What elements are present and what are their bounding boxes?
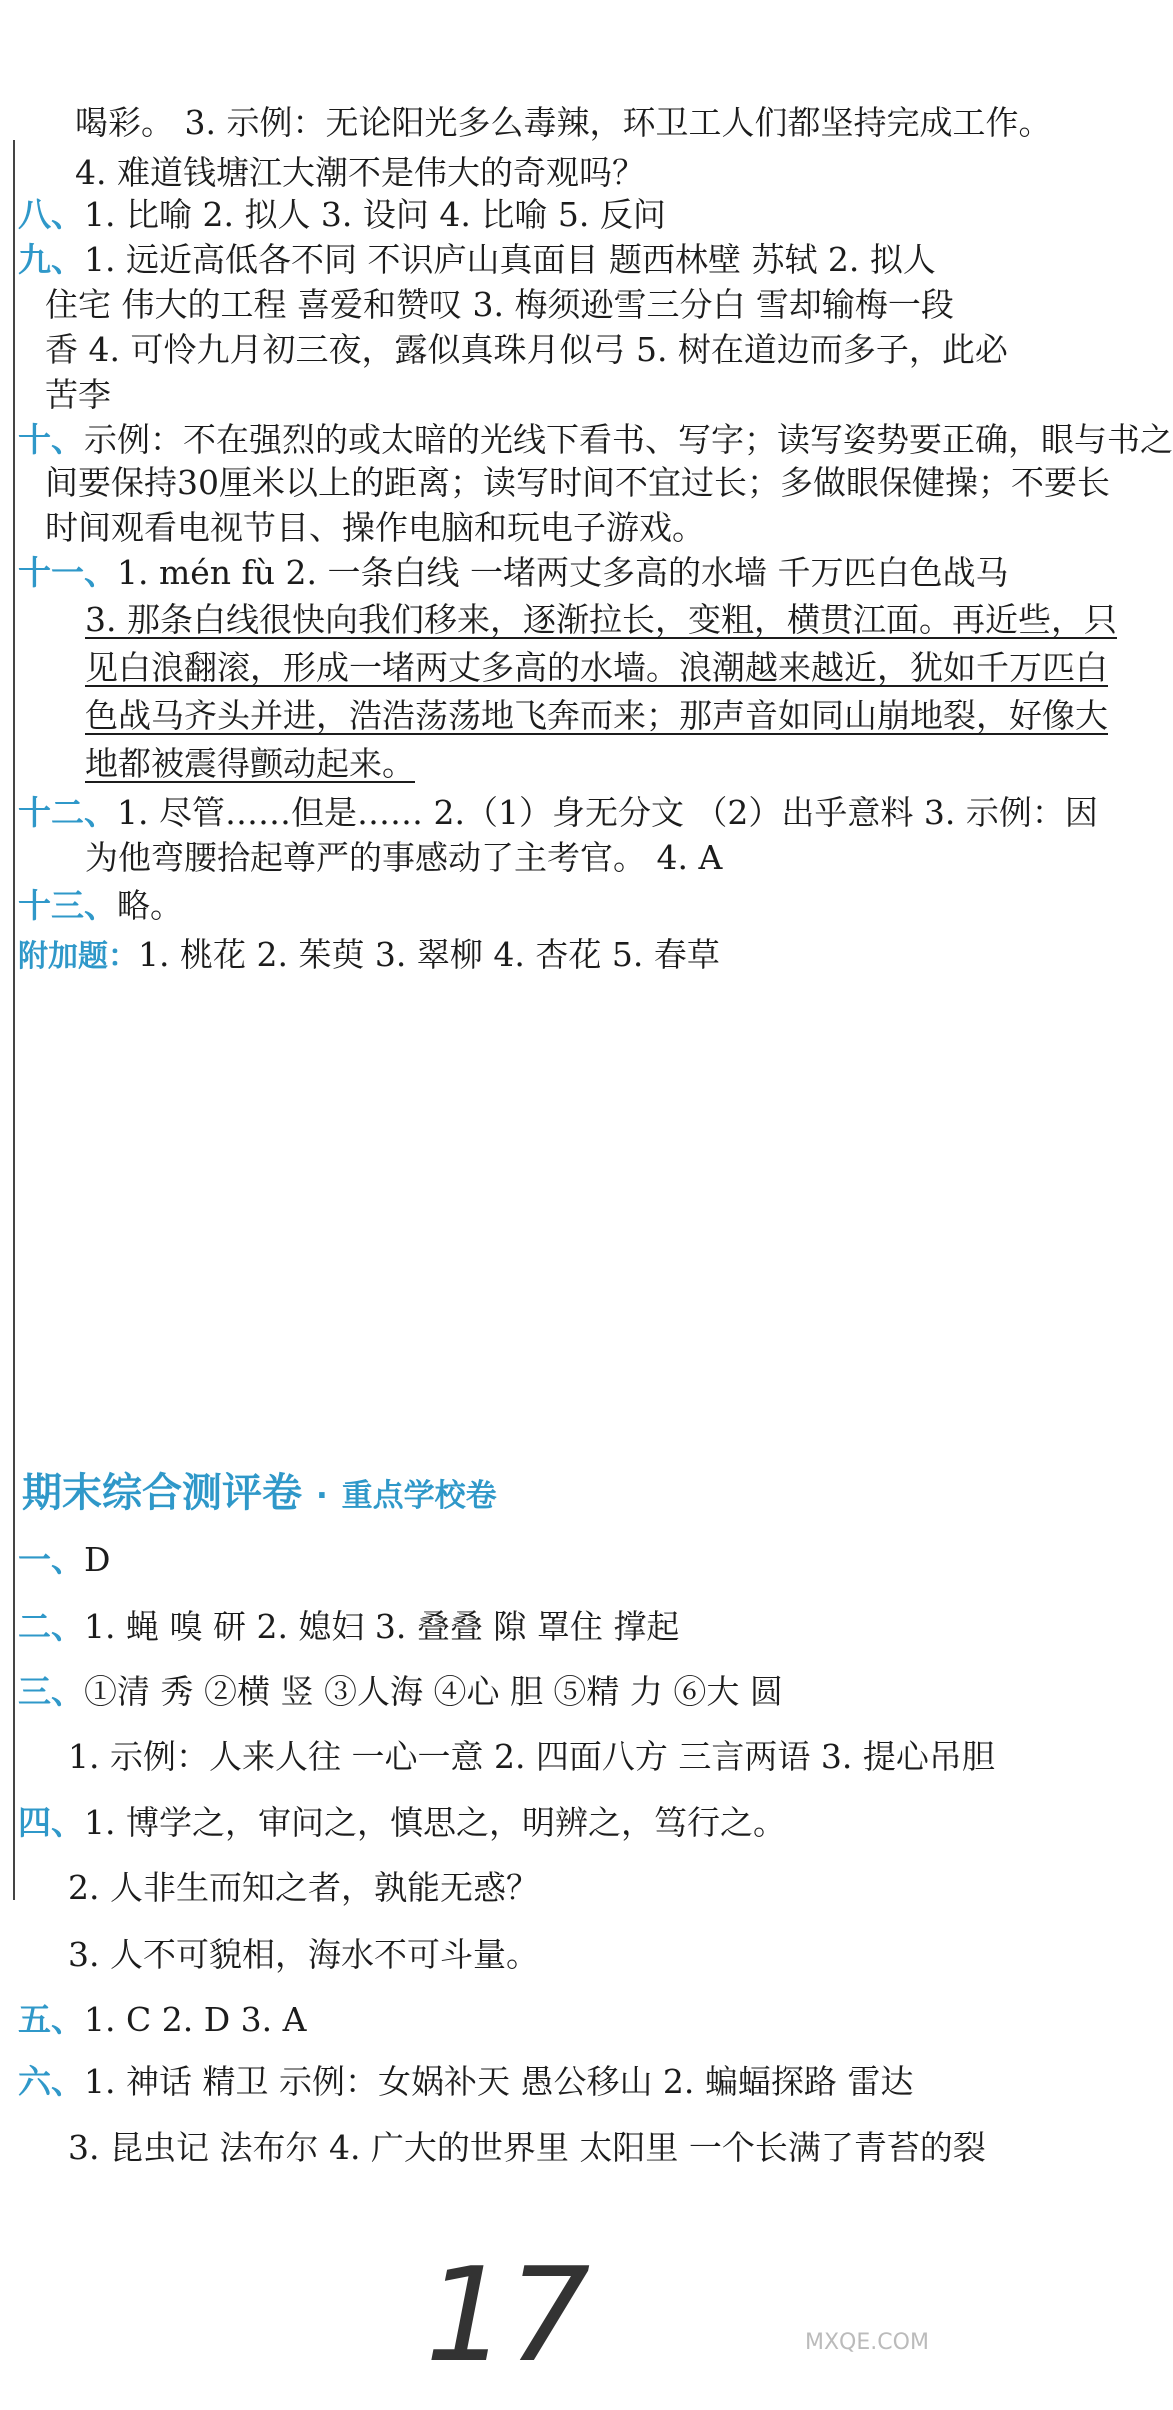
question-number: 十三、 — [18, 886, 117, 925]
question-number: 二、 — [18, 1607, 84, 1646]
answer-line — [18, 420, 1173, 460]
answer-text: 1. 比喻 2. 拟人 3. 设问 4. 比喻 5. 反问 — [84, 195, 666, 234]
question-number: 八、 — [18, 195, 84, 234]
answer-text: 1. mén fù 2. 一条白线 一堵两丈多高的水墙 千万匹白色战马 — [117, 553, 1009, 592]
question-number: 九、 — [18, 240, 84, 279]
question-number: 十一、 — [18, 553, 117, 592]
margin-line — [13, 140, 15, 1900]
answer-line — [18, 240, 936, 280]
answer-line: 为他弯腰拾起尊严的事感动了主考官。 4. A — [85, 838, 723, 877]
answer-line: 2. 人非生而知之者，孰能无惑？ — [68, 1868, 539, 1907]
section-title-text: 期末综合测评卷 — [22, 1470, 302, 1516]
question-number: 五、 — [18, 2000, 84, 2039]
answer-line: 1. 示例：人来人往 一心一意 2. 四面八方 三言两语 3. 提心吊胆 — [68, 1737, 995, 1776]
answer-line — [18, 553, 1008, 593]
answer-text: 1. 尽管……但是…… 2.（1）身无分文 （2）出乎意料 3. 示例：因 — [117, 793, 1098, 832]
answer-text: 1. 博学之，审问之，慎思之，明辨之，笃行之。 — [84, 1803, 786, 1842]
answer-line — [18, 2000, 306, 2040]
answer-line: 喝彩。 3. 示例：无论阳光多么毒辣，环卫工人们都坚持完成工作。 — [75, 103, 1052, 142]
answer-line — [18, 195, 666, 235]
question-number: 六、 — [18, 2062, 84, 2101]
answer-line — [18, 793, 1098, 833]
answer-line: 3. 昆虫记 法布尔 4. 广大的世界里 太阳里 一个长满了青苔的裂 — [68, 2128, 986, 2167]
section-subtitle: 重点学校卷 — [341, 1478, 497, 1514]
answer-line: 香 4. 可怜九月初三夜，露似真珠月似弓 5. 树在道边而多子，此必 — [45, 330, 1008, 369]
answer-line: 时间观看电视节目、操作电脑和玩电子游戏。 — [45, 508, 705, 547]
answer-text: ①清 秀 ②横 竖 ③人海 ④心 胆 ⑤精 力 ⑥大 圆 — [84, 1672, 783, 1711]
section-title — [22, 1468, 497, 1521]
answer-text: 1. 神话 精卫 示例：女娲补天 愚公移山 2. 蝙蝠探路 雷达 — [84, 2062, 914, 2101]
answer-line — [18, 2062, 913, 2102]
answer-text: 1. C 2. D 3. A — [84, 2000, 307, 2039]
answer-text: 略。 — [117, 886, 183, 925]
answer-text: 1. 蝇 嗅 研 2. 媳妇 3. 叠叠 隙 罩住 撑起 — [84, 1607, 680, 1646]
question-number: 十二、 — [18, 793, 117, 832]
page-number: 17 — [425, 2239, 591, 2391]
answer-line: 3. 人不可貌相，海水不可斗量。 — [68, 1935, 539, 1974]
answer-line — [18, 935, 720, 977]
section-separator: · — [315, 1478, 328, 1514]
answer-line — [18, 1540, 110, 1580]
answer-text: 示例：不在强烈的或太暗的光线下看书、写字；读写姿势要正确，眼与书之 — [84, 420, 1173, 459]
answer-line: 住宅 伟大的工程 喜爱和赞叹 3. 梅须逊雪三分白 雪却输梅一段 — [45, 285, 954, 324]
answer-line: 3. 那条白线很快向我们移来，逐渐拉长，变粗，横贯江面。再近些，只 — [85, 600, 1117, 639]
answer-line: 间要保持30厘米以上的距离；读写时间不宜过长；多做眼保健操；不要长 — [45, 463, 1110, 502]
question-number: 三、 — [18, 1672, 84, 1711]
answer-line: 苦李 — [45, 375, 111, 414]
answer-line: 4. 难道钱塘江大潮不是伟大的奇观吗？ — [75, 153, 645, 192]
question-number: 十、 — [18, 420, 84, 459]
answer-line: 色战马齐头并进，浩浩荡荡地飞奔而来；那声音如同山崩地裂，好像大 — [85, 696, 1108, 735]
answer-line — [18, 1672, 783, 1712]
answer-line — [18, 1803, 786, 1843]
answer-text: 1. 远近高低各不同 不识庐山真面目 题西林壁 苏轼 2. 拟人 — [84, 240, 936, 279]
watermark: MXQE.COM — [805, 2330, 929, 2355]
question-number: 一、 — [18, 1540, 84, 1579]
question-number: 四、 — [18, 1803, 84, 1842]
answer-line: 见白浪翻滚，形成一堵两丈多高的水墙。浪潮越来越近，犹如千万匹白 — [85, 648, 1108, 687]
bonus-label: 附加题： — [18, 939, 138, 974]
answer-text: 1. 桃花 2. 茱萸 3. 翠柳 4. 杏花 5. 春草 — [138, 935, 720, 974]
answer-line — [18, 1607, 679, 1647]
answer-line: 地都被震得颤动起来。 — [85, 744, 415, 783]
answer-text: D — [84, 1540, 111, 1579]
answer-line — [18, 886, 183, 926]
